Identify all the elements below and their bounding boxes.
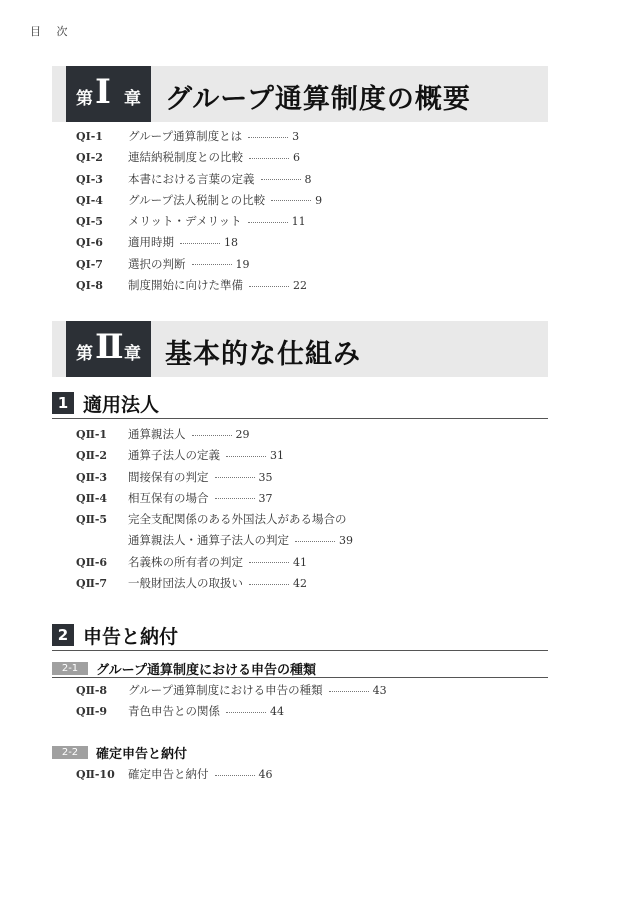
page-number: 42	[293, 577, 307, 591]
entry-text	[128, 764, 273, 785]
page-number: 8	[304, 172, 312, 186]
question-code: QⅡ-10	[76, 768, 115, 781]
entry-title: 完全支配関係のある外国法人がある場合の	[128, 512, 347, 527]
chapter-1-title: グループ通算制度の概要	[165, 84, 471, 115]
question-code: QⅠ-8	[76, 279, 103, 293]
entry-text	[128, 275, 307, 296]
entry-title: 選択の判断	[128, 256, 186, 271]
question-code: QⅡ-2	[76, 449, 108, 463]
chapter-suffix: 章	[124, 344, 141, 364]
entry-title: 名義株の所有者の判定	[128, 554, 243, 569]
question-code: QⅡ-1	[76, 428, 108, 441]
chapter-2-tab	[66, 321, 151, 377]
entry-text	[128, 126, 299, 147]
entry-text	[128, 488, 273, 509]
page-number: 39	[339, 534, 353, 548]
chapter-numeral: Ⅱ	[95, 327, 124, 367]
entry-title: 通算子法人の定義	[128, 448, 220, 463]
question-code: QⅠ-3	[76, 172, 103, 186]
running-head: 目 次	[30, 25, 74, 38]
entry-text	[128, 211, 306, 232]
leader-dots	[248, 222, 288, 223]
question-code: QⅠ-2	[76, 151, 103, 165]
subsection-2-2-header	[52, 743, 548, 761]
entry-title: 間接保有の判定	[128, 469, 209, 484]
page-number: 22	[293, 279, 307, 293]
page-number: 19	[235, 257, 250, 271]
chapter-suffix: 章	[124, 89, 141, 109]
entry-text	[128, 254, 250, 275]
leader-dots	[249, 158, 289, 159]
page-number: 18	[224, 236, 238, 250]
entry-text	[128, 573, 307, 594]
entry-title: 一般財団法人の取扱い	[128, 576, 243, 591]
leader-dots	[329, 691, 369, 692]
entry-title: 相互保有の場合	[128, 490, 209, 505]
leader-dots	[249, 584, 289, 585]
leader-dots	[295, 541, 335, 542]
page-number: 6	[293, 151, 300, 165]
question-code: QⅡ-7	[76, 577, 108, 591]
page-number: 35	[258, 470, 273, 484]
entry-text	[128, 530, 353, 551]
entry-title: 青色申告との関係	[128, 704, 220, 719]
entry-text	[128, 147, 300, 168]
entry-text	[128, 424, 250, 445]
page-number: 46	[258, 768, 273, 781]
entry-title: 通算親法人	[128, 427, 186, 441]
entry-text	[128, 701, 284, 722]
entry-title: 本書における言葉の定義	[128, 171, 255, 186]
entry-title: グループ通算制度とは	[128, 129, 243, 143]
subsection-title: 確定申告と納付	[96, 747, 188, 762]
section-title: 申告と納付	[83, 626, 179, 648]
page-number: 37	[258, 491, 273, 505]
entry-text	[128, 169, 312, 190]
question-code: QⅡ-4	[76, 491, 108, 505]
section-title: 適用法人	[83, 394, 160, 416]
section-number: 2	[52, 624, 74, 646]
section-1-header	[52, 392, 548, 419]
entry-text	[128, 232, 238, 253]
entry-title: 制度開始に向けた準備	[128, 278, 243, 293]
entry-text	[128, 467, 273, 488]
chapter-prefix: 第	[76, 344, 93, 364]
page-number: 9	[315, 193, 323, 207]
entry-text	[128, 680, 387, 701]
chapter-2-title: 基本的な仕組み	[165, 339, 361, 370]
question-code: QⅡ-8	[76, 684, 108, 697]
leader-dots	[192, 435, 232, 436]
leader-dots	[249, 286, 289, 287]
chapter-1-header	[52, 66, 548, 122]
question-code: QⅠ-4	[76, 193, 103, 207]
entry-title: 適用時期	[128, 235, 174, 250]
leader-dots	[215, 775, 255, 776]
leader-dots	[249, 562, 289, 563]
section-number: 1	[52, 392, 74, 414]
chapter-prefix: 第	[76, 89, 93, 109]
leader-dots	[261, 179, 301, 180]
page-number: 43	[372, 684, 387, 697]
entry-title: グループ法人税制との比較	[128, 192, 266, 207]
leader-dots	[226, 456, 266, 457]
page-number: 41	[293, 555, 307, 569]
page-number: 3	[292, 130, 300, 143]
question-code: QⅡ-5	[76, 513, 108, 527]
subsection-title: グループ通算制度における申告の種類	[96, 663, 316, 678]
chapter-numeral: Ⅰ	[95, 72, 111, 112]
question-code: QⅡ-3	[76, 470, 108, 484]
entry-title: 連結納税制度との比較	[128, 150, 243, 165]
page-number: 44	[270, 705, 284, 719]
subsection-badge: 2-2	[52, 746, 88, 759]
leader-dots	[192, 264, 232, 265]
entry-text	[128, 190, 322, 211]
question-code: QⅠ-6	[76, 236, 103, 250]
leader-dots	[226, 712, 266, 713]
entry-title: グループ通算制度における申告の種類	[128, 683, 323, 697]
page-number: 31	[270, 449, 284, 463]
entry-title: 確定申告と納付	[128, 767, 209, 781]
entry-title: 通算親法人・通算子法人の判定	[128, 533, 289, 548]
question-code: QⅠ-1	[76, 130, 103, 143]
question-code: QⅠ-5	[76, 215, 103, 229]
entry-text	[128, 552, 307, 573]
page-number: 11	[291, 215, 306, 229]
subsection-2-1-header	[52, 659, 548, 678]
leader-dots	[180, 243, 220, 244]
entry-text	[128, 509, 347, 530]
section-2-header	[52, 624, 548, 651]
subsection-badge: 2-1	[52, 662, 88, 675]
leader-dots	[271, 200, 311, 201]
entry-title: メリット・デメリット	[128, 214, 242, 229]
question-code: QⅡ-6	[76, 555, 108, 569]
leader-dots	[215, 477, 255, 478]
leader-dots	[215, 498, 255, 499]
entry-text	[128, 445, 284, 466]
question-code: QⅠ-7	[76, 257, 103, 271]
page-number: 29	[235, 428, 250, 441]
leader-dots	[248, 137, 288, 138]
question-code: QⅡ-9	[76, 705, 108, 719]
chapter-1-tab	[66, 66, 151, 122]
chapter-2-header	[52, 321, 548, 377]
